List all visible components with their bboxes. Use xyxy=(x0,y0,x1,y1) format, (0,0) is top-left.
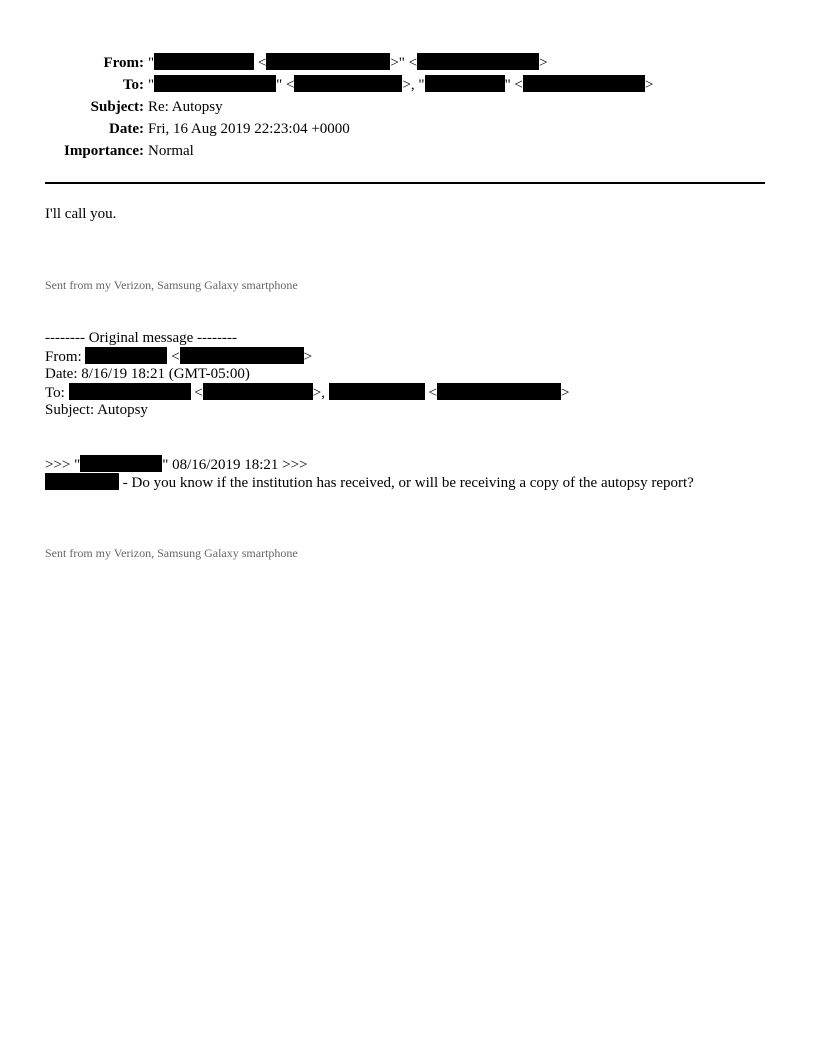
redaction-box xyxy=(45,473,119,490)
header-importance-row xyxy=(0,140,816,162)
original-from-line: From: < > xyxy=(45,349,313,365)
subject-label: Subject: xyxy=(90,99,144,115)
signature: Sent from my Verizon, Samsung Galaxy smartphone xyxy=(45,546,298,560)
header-date-row xyxy=(0,118,816,140)
question-line xyxy=(45,473,694,492)
redaction-box xyxy=(523,75,645,92)
date-label: Date: xyxy=(109,121,144,137)
original-message-header: -------- Original message -------- xyxy=(45,330,237,346)
redaction-box xyxy=(425,75,505,92)
redaction-box xyxy=(80,455,162,472)
importance-label: Importance: xyxy=(64,143,144,159)
header-to-row xyxy=(0,74,816,96)
redaction-box xyxy=(329,383,425,400)
to-value: " " < >, " " < > xyxy=(148,77,654,93)
redaction-box xyxy=(154,75,276,92)
redaction-box xyxy=(203,383,313,400)
redaction-box xyxy=(417,53,539,70)
quote-header-line xyxy=(45,455,308,474)
to-label: To: xyxy=(122,77,144,93)
quote-prefix: >>> " xyxy=(45,457,81,473)
original-to-line: To: < >, < > xyxy=(45,385,570,401)
header-divider xyxy=(45,182,765,184)
redaction-box xyxy=(180,347,304,364)
quote-suffix: " 08/16/2019 18:21 >>> xyxy=(162,457,308,473)
redaction-box xyxy=(154,53,254,70)
redaction-box xyxy=(294,75,402,92)
from-value: " < >" < > xyxy=(148,55,548,71)
redaction-box xyxy=(266,53,390,70)
subject-value: Re: Autopsy xyxy=(148,99,223,115)
importance-value: Normal xyxy=(148,143,194,159)
question-text: - Do you know if the institution has received, or will be receiving a copy of the autopsy report? xyxy=(119,475,694,491)
header-subject-row xyxy=(0,96,816,118)
original-to-label: To: xyxy=(45,385,65,401)
original-from-label: From: xyxy=(45,349,82,365)
signature: Sent from my Verizon, Samsung Galaxy smartphone xyxy=(45,278,298,292)
redaction-box xyxy=(85,347,167,364)
from-label: From: xyxy=(103,55,144,71)
header-from-row xyxy=(0,52,816,74)
original-date-line: Date: 8/16/19 18:21 (GMT-05:00) xyxy=(45,366,250,382)
redaction-box xyxy=(69,383,191,400)
date-value: Fri, 16 Aug 2019 22:23:04 +0000 xyxy=(148,121,350,137)
redaction-box xyxy=(437,383,561,400)
reply-text: I'll call you. xyxy=(45,206,117,222)
original-subject-line: Subject: Autopsy xyxy=(45,402,148,418)
